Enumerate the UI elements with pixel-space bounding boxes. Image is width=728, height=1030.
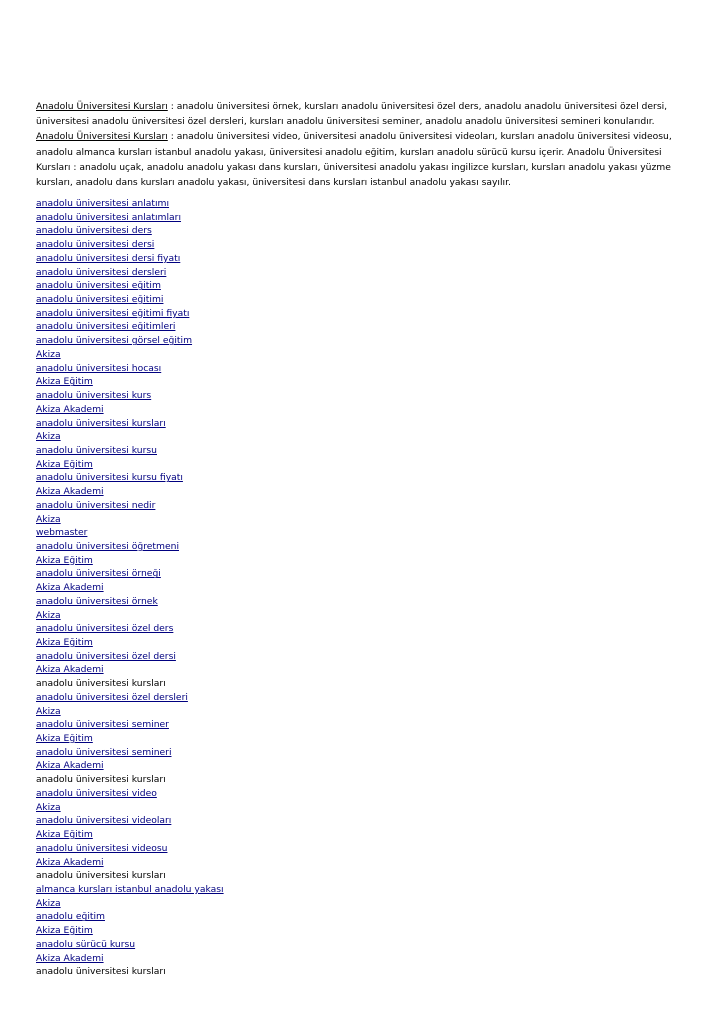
keyword-link[interactable]: anadolu üniversitesi dersi [36,239,155,251]
list-item [36,375,224,389]
list-item [36,293,224,307]
keyword-link[interactable]: Akiza Eğitim [36,554,93,566]
keyword-link[interactable]: anadolu üniversitesi özel ders [36,623,174,635]
keyword-link[interactable]: anadolu üniversitesi anlatımı [36,198,170,209]
keyword-link[interactable]: Akiza [36,348,61,360]
list-item [36,485,224,499]
list-item [36,965,224,979]
list-item [36,663,224,677]
keyword-link[interactable]: anadolu üniversitesi nedir [36,499,156,511]
keyword-link[interactable]: Akiza Eğitim [36,637,93,648]
keyword-link[interactable]: anadolu üniversitesi semineri [36,746,172,758]
list-item [36,307,224,321]
keyword-link[interactable]: anadolu üniversitesi özel dersi [36,650,176,662]
keyword-link[interactable]: Akiza [36,705,61,717]
intro-text-1: : anadolu üniversitesi örnek, kursları anadolu üniversitesi özel ders, anadolu anadolu üniversitesi özel dersi, üniversitesi anadolu üniversitesi özel dersleri, kursları anadolu üniversitesi seminer, anadolu anadolu üniversitesi semineri konularıdır. [36,101,668,128]
intro-text-2: : anadolu üniversitesi video, üniversitesi anadolu üniversitesi videoları, kursları anadolu üniversitesi videosu, anadolu almanca kursları istanbul anadolu yakası, üniversitesi anadolu eğitim, kursları anadolu sürücü kursu içerir. Anadolu Üniversitesi Kursları : anadolu uçak, anadolu anadolu yakası dans kursları, üniversitesi anadolu yakası ingilizce kursları, kursları anadolu yakası yüzme kursları, anadolu dans kursları anadolu yakası, üniversitesi dans kursları istanbul anadolu yakası sayılır. [36,131,672,189]
list-item [36,705,224,719]
list-item [36,759,224,773]
list-item [36,897,224,911]
list-item [36,938,224,952]
list-item [36,801,224,815]
keyword-link[interactable]: Akiza Akademi [36,760,104,772]
keyword-link[interactable]: anadolu üniversitesi kurs [36,390,152,402]
keyword-link[interactable]: anadolu üniversitesi hocası [36,362,162,374]
list-item [36,320,224,334]
list-item [36,471,224,485]
list-item [36,540,224,554]
keyword-link[interactable]: Akiza Akademi [36,486,104,498]
keyword-link[interactable]: Akiza Akademi [36,664,104,676]
keyword-link[interactable]: anadolu üniversitesi örnek [36,595,158,607]
list-item [36,883,224,897]
keyword-link[interactable]: Akiza Akademi [36,952,104,964]
keyword-link[interactable]: Akiza Eğitim [36,829,93,841]
list-item [36,856,224,870]
list-item [36,773,224,787]
keyword-link[interactable]: Akiza Akademi [36,856,104,868]
list-item [36,554,224,568]
keyword-link[interactable]: anadolu sürücü kursu [36,938,136,950]
list-item [36,732,224,746]
list-item [36,348,224,362]
keyword-link[interactable]: anadolu üniversitesi kursları [36,417,166,429]
keyword-link[interactable]: Akiza Akademi [36,582,104,594]
list-item [36,677,224,691]
list-item [36,910,224,924]
list-item [36,197,224,211]
keyword-link[interactable]: anadolu eğitim [36,911,105,923]
keyword-link[interactable]: webmaster [36,527,88,539]
intro-title-link-2[interactable]: Anadolu Üniversitesi Kursları [36,131,168,143]
list-item [36,746,224,760]
keyword-text: anadolu üniversitesi kursları [36,774,166,786]
list-item [36,581,224,595]
keyword-link[interactable]: Akiza Eğitim [36,458,93,470]
keyword-link[interactable]: anadolu üniversitesi dersleri [36,266,167,278]
list-item [36,622,224,636]
list-item [36,224,224,238]
intro-title-link-1[interactable]: Anadolu Üniversitesi Kursları [36,101,168,112]
list-item [36,636,224,650]
list-item [36,595,224,609]
keyword-link[interactable]: Akiza Eğitim [36,733,93,745]
list-item [36,924,224,938]
keyword-link[interactable]: Akiza Eğitim [36,376,93,388]
list-item [36,718,224,732]
keyword-text: anadolu üniversitesi kursları [36,966,166,978]
list-item [36,211,224,225]
list-item [36,417,224,431]
list-item [36,458,224,472]
keyword-link[interactable]: Akiza [36,513,61,525]
keyword-link[interactable]: anadolu üniversitesi ders [36,225,152,237]
keyword-link[interactable]: anadolu üniversitesi eğitim [36,280,161,292]
keyword-link[interactable]: anadolu üniversitesi anlatımları [36,211,182,223]
keyword-link[interactable]: anadolu üniversitesi özel dersleri [36,691,188,703]
list-item [36,952,224,966]
list-item [36,842,224,856]
keyword-link[interactable]: anadolu üniversitesi dersi fiyatı [36,252,181,264]
keyword-link[interactable]: anadolu üniversitesi seminer [36,719,169,731]
keyword-link[interactable]: anadolu üniversitesi video [36,787,157,799]
list-item [36,238,224,252]
list-item [36,567,224,581]
keyword-link[interactable]: almanca kursları istanbul anadolu yakası [36,883,224,895]
list-item [36,389,224,403]
keyword-link-list [36,197,224,979]
intro-paragraph [36,99,692,190]
list-item [36,279,224,293]
keyword-link[interactable]: Akiza [36,801,61,813]
keyword-link[interactable]: anadolu üniversitesi videoları [36,815,172,827]
list-item [36,362,224,376]
list-item [36,814,224,828]
keyword-link[interactable]: anadolu üniversitesi eğitimi [36,294,164,306]
keyword-link[interactable]: anadolu üniversitesi kursu fiyatı [36,472,183,484]
keyword-text: anadolu üniversitesi kursları [36,678,166,690]
keyword-link[interactable]: Akiza [36,609,61,621]
list-item [36,499,224,513]
keyword-link[interactable]: anadolu üniversitesi videosu [36,842,168,854]
keyword-link[interactable]: Akiza [36,897,61,909]
keyword-link[interactable]: anadolu üniversitesi eğitimi fiyatı [36,307,190,319]
list-item [36,430,224,444]
keyword-link[interactable]: anadolu üniversitesi eğitimleri [36,321,176,333]
keyword-link[interactable]: anadolu üniversitesi örneği [36,568,161,580]
list-item [36,609,224,623]
list-item [36,526,224,540]
keyword-link[interactable]: anadolu üniversitesi görsel eğitim [36,335,193,347]
list-item [36,691,224,705]
keyword-text: anadolu üniversitesi kursları [36,870,166,882]
keyword-link[interactable]: Akiza Eğitim [36,925,93,937]
keyword-link[interactable]: anadolu üniversitesi kursu [36,444,157,456]
list-item [36,403,224,417]
list-item [36,650,224,664]
list-item [36,869,224,883]
keyword-link[interactable]: anadolu üniversitesi öğretmeni [36,540,180,552]
list-item [36,252,224,266]
keyword-link[interactable]: Akiza Akademi [36,403,104,415]
list-item [36,787,224,801]
list-item [36,828,224,842]
list-item [36,513,224,527]
keyword-link[interactable]: Akiza [36,431,61,443]
list-item [36,266,224,280]
list-item [36,334,224,348]
list-item [36,444,224,458]
